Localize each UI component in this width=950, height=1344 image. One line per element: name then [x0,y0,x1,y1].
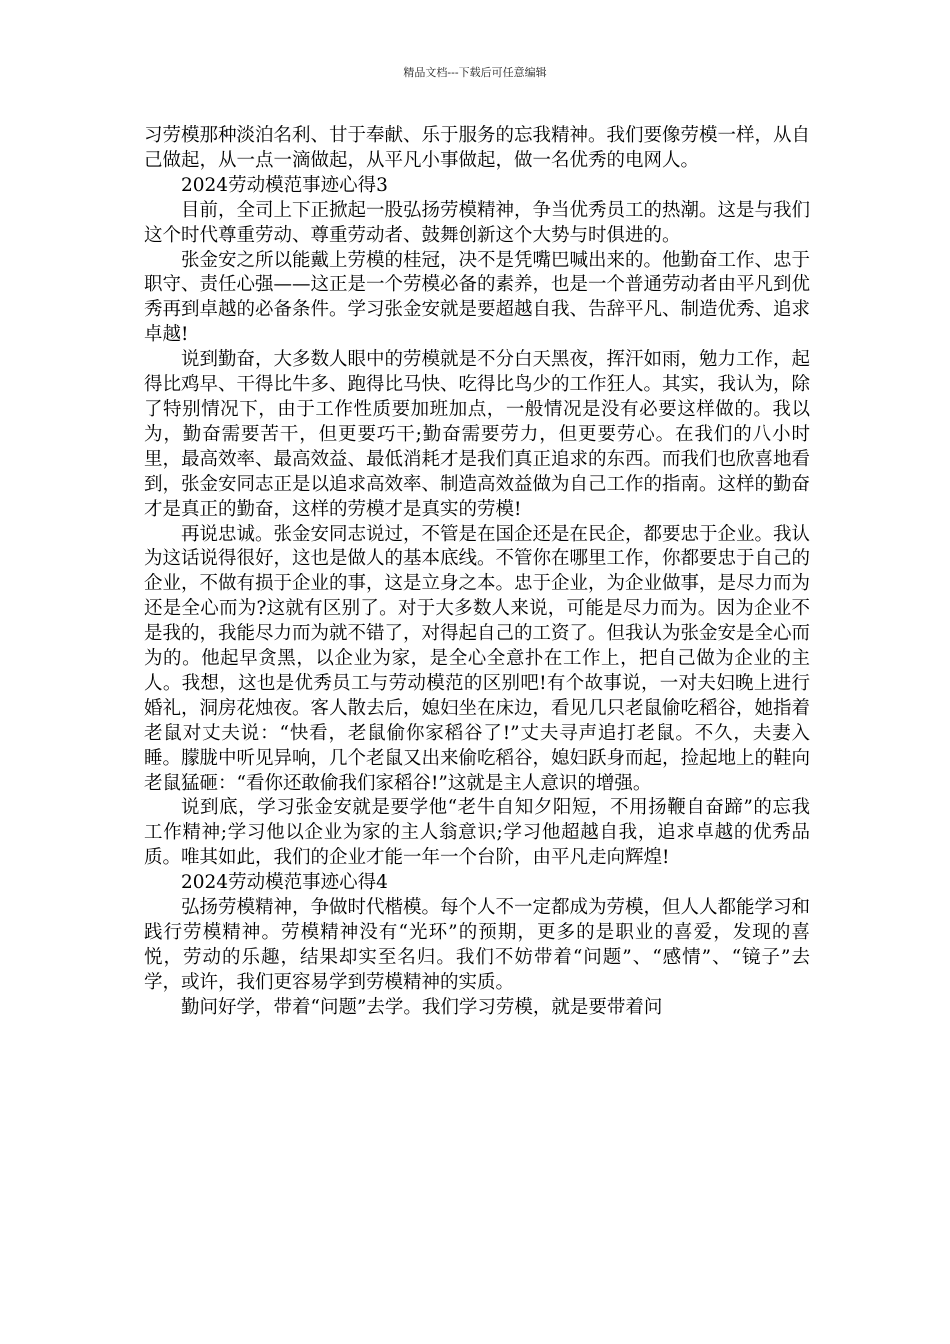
document-body [144,124,810,1021]
paragraph: 再说忠诚。张金安同志说过，不管是在国企还是在民企，都要忠于企业。我认为这话说得很好，这也是做人的基本底线。不管你在哪里工作，你都要忠于自己的企业，不做有损于企业的事，这是立身之本。忠于企业，为企业做事，是尽力而为还是全心而为?这就有区别了。对于大多数人来说，可能是尽力而为。因为企业不是我的，我能尽力而为就不错了，对得起自己的工资了。但我认为张金安是全心而为的。他起早贪黑，以企业为家，是全心全意扑在工作上，把自己做为企业的主人。我想，这也是优秀员工与劳动模范的区别吧!有个故事说，一对夫妇晚上进行婚礼，洞房花烛夜。客人散去后，媳妇坐在床边，看见几只老鼠偷吃稻谷，她指着老鼠对丈夫说：“快看，老鼠偷你家稻谷了!”丈夫寻声追打老鼠。不久，夫妻入睡。朦胧中听见异响，几个老鼠又出来偷吃稻谷，媳妇跃身而起，捡起地上的鞋向老鼠猛砸：“看你还敢偷我们家稻谷!”这就是主人意识的增强。 [144,523,811,794]
page-header: 精品文档---下载后可任意编辑 [403,66,547,79]
paragraph: 说到勤奋，大多数人眼中的劳模就是不分白天黑夜，挥汗如雨，勉力工作，起得比鸡早、干得比牛多、跑得比马快、吃得比鸟少的工作狂人。其实，我认为，除了特别情况下，由于工作性质要加班加点，一般情况是没有必要这样做的。我以为，勤奋需要苦干，但更要巧干;勤奋需要劳力，但更要劳心。在我们的八小时里，最高效率、最高效益、最低消耗才是我们真正追求的东西。而我们也欣喜地看到，张金安同志正是以追求高效率、制造高效益做为自己工作的指南。这样的勤奋才是真正的勤奋，这样的劳模才是真实的劳模! [144,349,811,520]
paragraph: 勤问好学，带着“问题”去学。我们学习劳模，就是要带着问 [181,996,663,1018]
paragraph: 弘扬劳模精神，争做时代楷模。每个人不一定都成为劳模，但人人都能学习和践行劳模精神。劳模精神没有“光环”的预期，更多的是职业的喜爱，发现的喜悦，劳动的乐趣，结果却实至名归。我们不妨带着“问题”、“感情”、“镜子”去学，或许，我们更容易学到劳模精神的实质。 [144,897,811,993]
section-heading: 2024劳动模范事迹心得4 [181,872,388,894]
paragraph: 习劳模那种淡泊名利、甘于奉献、乐于服务的忘我精神。我们要像劳模一样，从自己做起，从一点一滴做起，从平凡小事做起，做一名优秀的电网人。 [144,125,811,171]
paragraph: 说到底，学习张金安就是要学他“老牛自知夕阳短，不用扬鞭自奋蹄”的忘我工作精神;学习他以企业为家的主人翁意识;学习他超越自我，追求卓越的优秀品质。唯其如此，我们的企业才能一年一个台阶，由平凡走向辉煌! [144,797,810,869]
paragraph: 目前，全司上下正掀起一股弘扬劳模精神，争当优秀员工的热潮。这是与我们这个时代尊重劳动、尊重劳动者、鼓舞创新这个大势与时俱进的。 [144,199,811,246]
section-heading: 2024劳动模范事迹心得3 [181,174,388,196]
paragraph: 张金安之所以能戴上劳模的桂冠，决不是凭嘴巴喊出来的。他勤奋工作、忠于职守、责任心强——这正是一个劳模必备的素养，也是一个普通劳动者由平凡到优秀再到卓越的必备条件。学习张金安就是要超越自我、告辞平凡、制造优秀、追求卓越! [144,249,811,346]
